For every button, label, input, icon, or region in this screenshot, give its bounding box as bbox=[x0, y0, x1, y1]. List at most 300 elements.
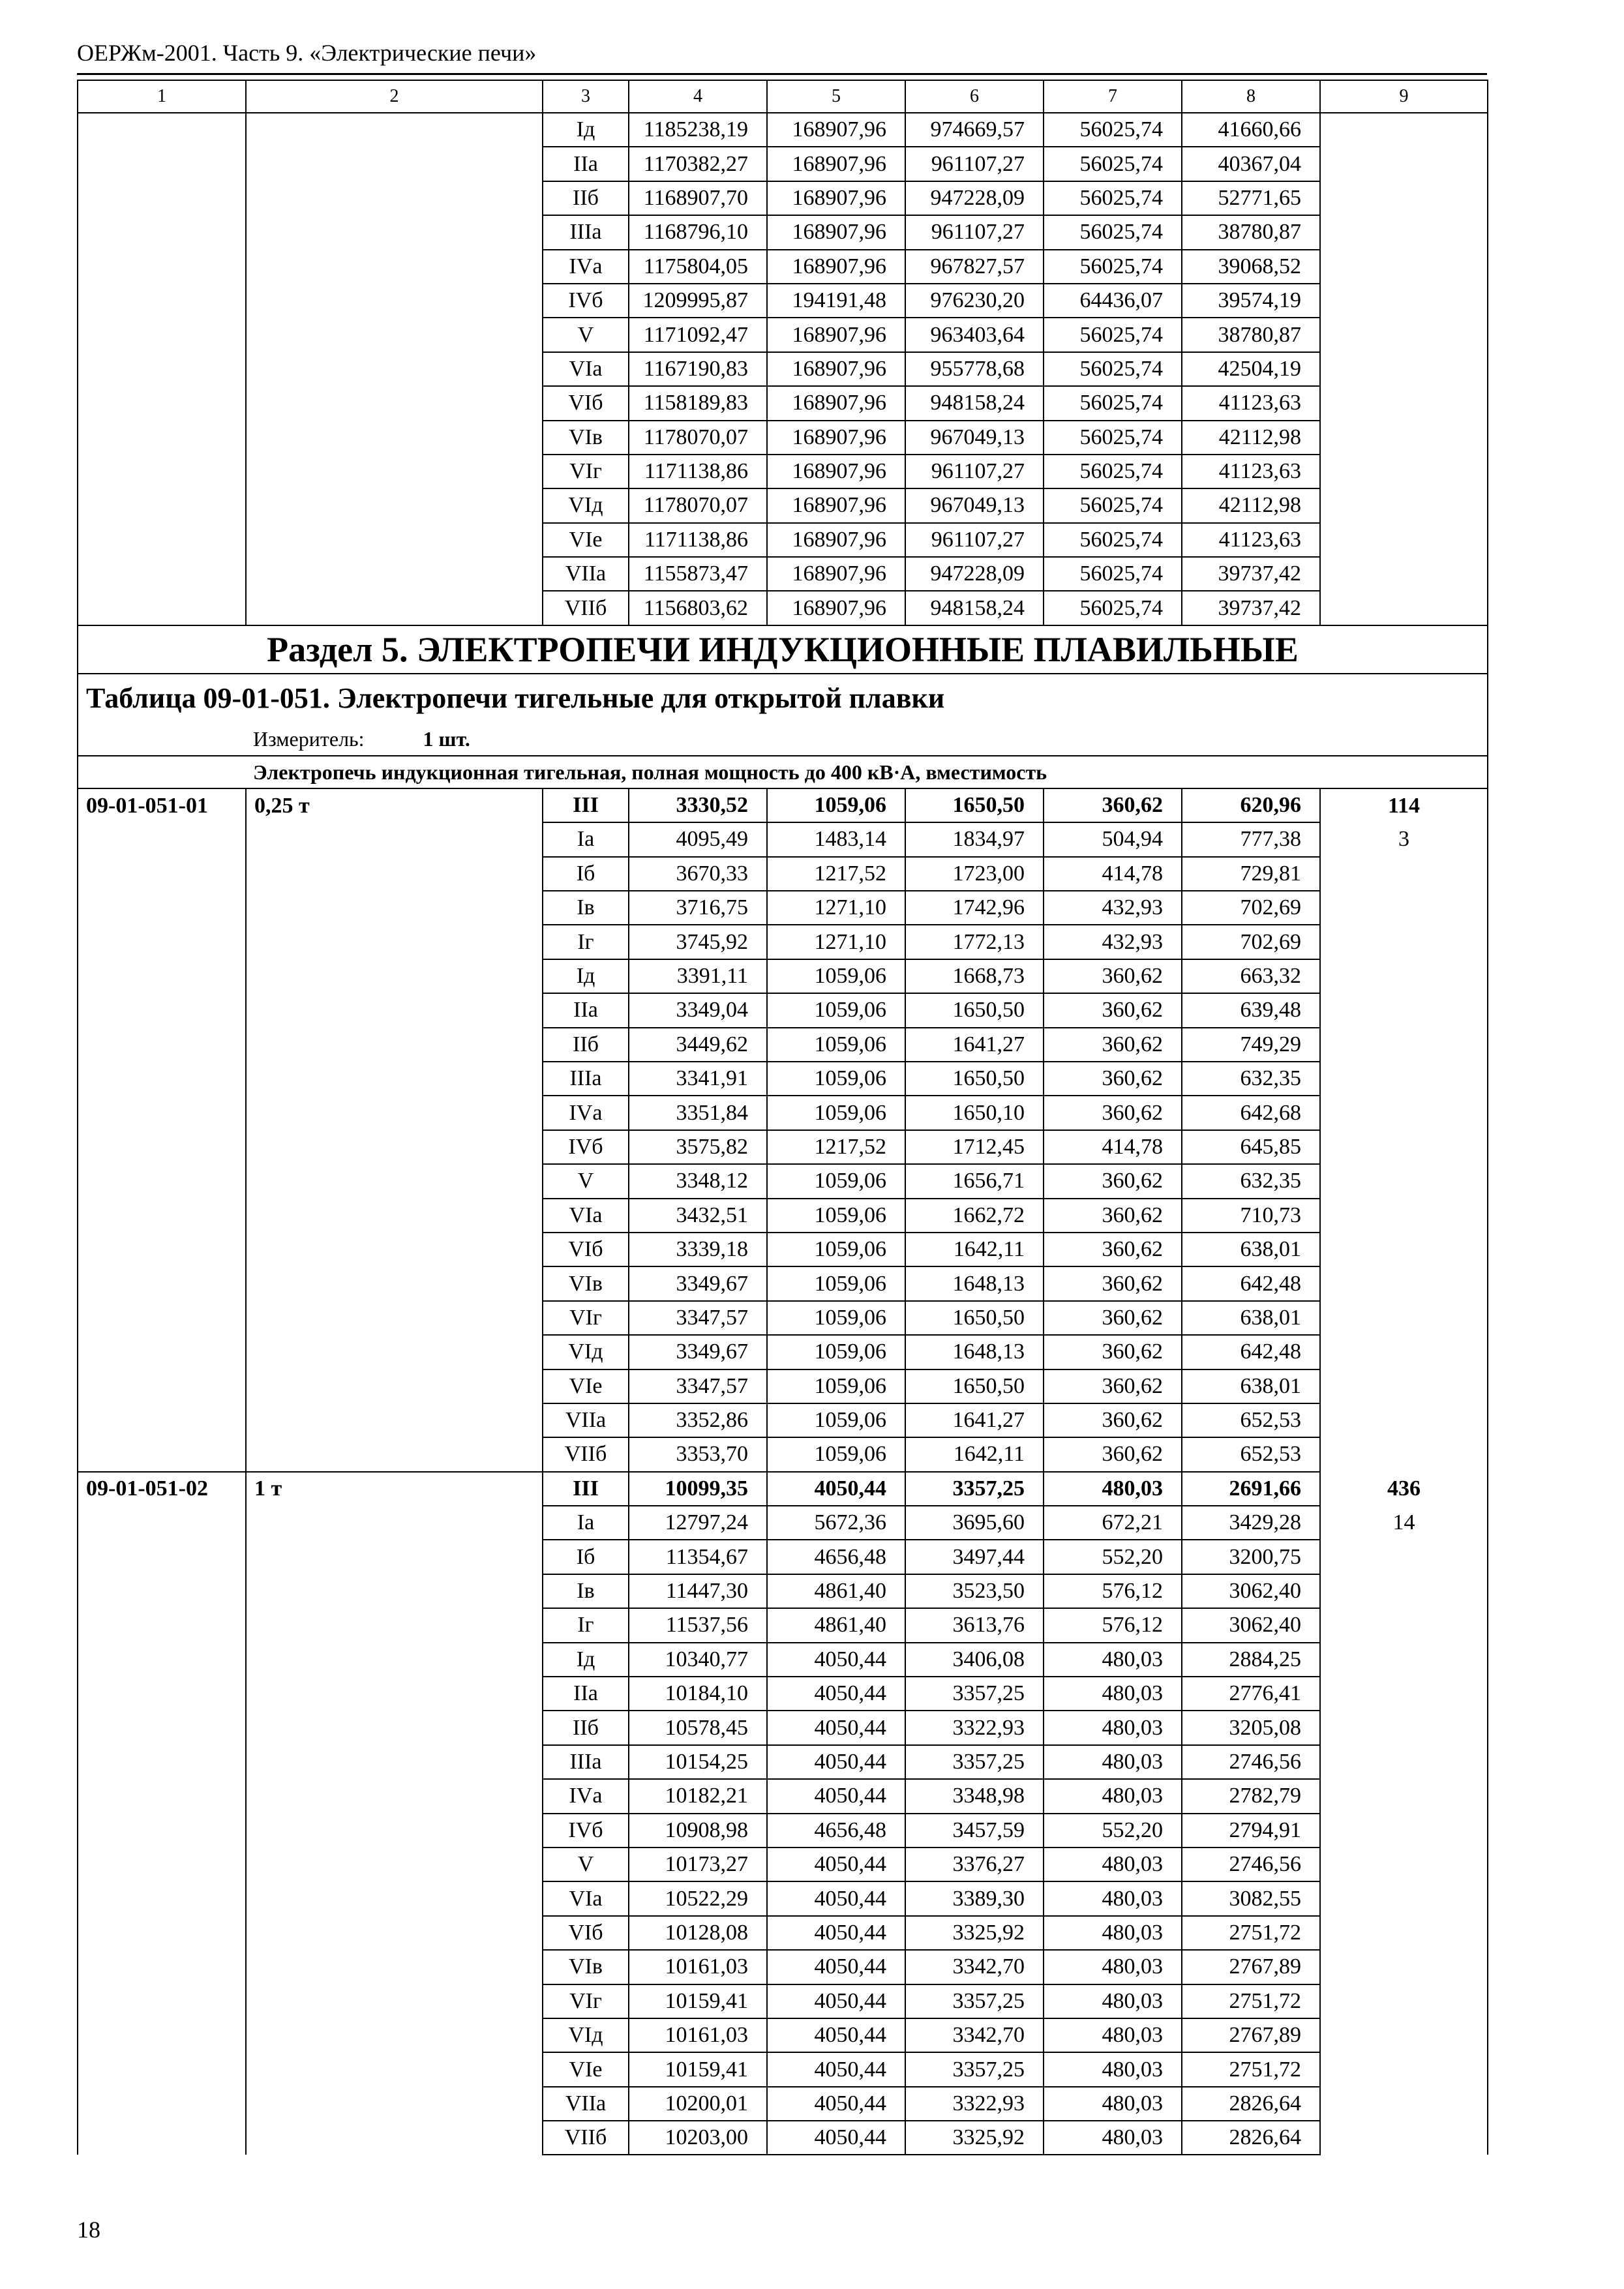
value-cell: 360,62 bbox=[1044, 1233, 1182, 1266]
table-row bbox=[78, 113, 1488, 147]
table-row bbox=[78, 1814, 1488, 1848]
value-cell: 480,03 bbox=[1044, 1745, 1182, 1779]
value-cell: 1271,10 bbox=[767, 891, 905, 925]
value-cell: 632,35 bbox=[1182, 1062, 1320, 1096]
name-cell bbox=[246, 1506, 543, 1540]
value-cell: 168907,96 bbox=[767, 113, 905, 147]
value-cell: 42112,98 bbox=[1182, 421, 1320, 455]
col9-cell bbox=[1320, 352, 1488, 386]
value-cell: 3357,25 bbox=[905, 1472, 1044, 1506]
table-row bbox=[78, 1506, 1488, 1540]
code-cell bbox=[78, 1403, 246, 1437]
table-row bbox=[78, 1266, 1488, 1300]
value-cell: 168907,96 bbox=[767, 557, 905, 591]
table-title-row bbox=[78, 674, 1488, 723]
code-cell bbox=[78, 1540, 246, 1574]
value-cell: 710,73 bbox=[1182, 1199, 1320, 1233]
col9-cell bbox=[1320, 959, 1488, 993]
code-cell bbox=[78, 1096, 246, 1130]
table-row bbox=[78, 1233, 1488, 1266]
value-cell: 1217,52 bbox=[767, 857, 905, 891]
value-cell: 480,03 bbox=[1044, 1711, 1182, 1744]
value-cell: 961107,27 bbox=[905, 523, 1044, 557]
value-cell: 3342,70 bbox=[905, 1950, 1044, 1984]
value-cell: 729,81 bbox=[1182, 857, 1320, 891]
value-cell: 56025,74 bbox=[1044, 488, 1182, 522]
value-cell: 3389,30 bbox=[905, 1881, 1044, 1915]
col9-cell bbox=[1320, 1643, 1488, 1677]
code-cell bbox=[78, 1677, 246, 1711]
value-cell: 360,62 bbox=[1044, 959, 1182, 993]
value-cell: 41123,63 bbox=[1182, 455, 1320, 488]
value-cell: 3391,11 bbox=[629, 959, 767, 993]
value-cell: 4050,44 bbox=[767, 1984, 905, 2018]
value-cell: 2746,56 bbox=[1182, 1745, 1320, 1779]
col9-cell bbox=[1320, 2087, 1488, 2121]
zone-cell: VIIа bbox=[543, 557, 629, 591]
table-row bbox=[78, 993, 1488, 1027]
table-row bbox=[78, 1711, 1488, 1744]
value-cell: 4656,48 bbox=[767, 1540, 905, 1574]
name-cell bbox=[246, 1779, 543, 1813]
name-cell bbox=[246, 113, 543, 147]
value-cell: 749,29 bbox=[1182, 1028, 1320, 1062]
value-cell: 1648,13 bbox=[905, 1335, 1044, 1369]
value-cell: 41123,63 bbox=[1182, 523, 1320, 557]
value-cell: 168907,96 bbox=[767, 591, 905, 625]
value-cell: 3349,04 bbox=[629, 993, 767, 1027]
value-cell: 1712,45 bbox=[905, 1130, 1044, 1164]
zone-cell: IIа bbox=[543, 1677, 629, 1711]
table-row bbox=[78, 421, 1488, 455]
value-cell: 360,62 bbox=[1044, 1028, 1182, 1062]
zone-cell: VIг bbox=[543, 1984, 629, 2018]
value-cell: 1059,06 bbox=[767, 1437, 905, 1471]
value-cell: 39737,42 bbox=[1182, 591, 1320, 625]
value-cell: 1158189,83 bbox=[629, 386, 767, 420]
value-cell: 360,62 bbox=[1044, 788, 1182, 822]
value-cell: 1059,06 bbox=[767, 959, 905, 993]
code-cell bbox=[78, 318, 246, 352]
value-cell: 480,03 bbox=[1044, 1677, 1182, 1711]
value-cell: 3357,25 bbox=[905, 2052, 1044, 2086]
value-cell: 974669,57 bbox=[905, 113, 1044, 147]
value-cell: 480,03 bbox=[1044, 1643, 1182, 1677]
value-cell: 1156803,62 bbox=[629, 591, 767, 625]
code-cell bbox=[78, 557, 246, 591]
zone-cell: VIг bbox=[543, 455, 629, 488]
value-cell: 2746,56 bbox=[1182, 1848, 1320, 1881]
value-cell: 1059,06 bbox=[767, 1266, 905, 1300]
value-cell: 3716,75 bbox=[629, 891, 767, 925]
value-cell: 1059,06 bbox=[767, 1096, 905, 1130]
value-cell: 1650,50 bbox=[905, 1062, 1044, 1096]
col9-cell bbox=[1320, 1164, 1488, 1198]
value-cell: 1650,50 bbox=[905, 1369, 1044, 1403]
value-cell: 3357,25 bbox=[905, 1677, 1044, 1711]
table-row bbox=[78, 891, 1488, 925]
value-cell: 56025,74 bbox=[1044, 352, 1182, 386]
value-cell: 168907,96 bbox=[767, 523, 905, 557]
value-cell: 4050,44 bbox=[767, 1472, 905, 1506]
name-cell bbox=[246, 591, 543, 625]
code-cell bbox=[78, 1745, 246, 1779]
value-cell: 4050,44 bbox=[767, 1677, 905, 1711]
value-cell: 3341,91 bbox=[629, 1062, 767, 1096]
code-cell bbox=[78, 113, 246, 147]
table-row bbox=[78, 352, 1488, 386]
col9-cell bbox=[1320, 591, 1488, 625]
value-cell: 2826,64 bbox=[1182, 2087, 1320, 2121]
section-title-row bbox=[78, 625, 1488, 674]
name-cell bbox=[246, 822, 543, 856]
value-cell: 642,48 bbox=[1182, 1335, 1320, 1369]
col9-cell bbox=[1320, 557, 1488, 591]
value-cell: 168907,96 bbox=[767, 455, 905, 488]
name-cell bbox=[246, 2018, 543, 2052]
value-cell: 3457,59 bbox=[905, 1814, 1044, 1848]
zone-cell: VIг bbox=[543, 1301, 629, 1335]
zone-cell: IIб bbox=[543, 1028, 629, 1062]
value-cell: 360,62 bbox=[1044, 1335, 1182, 1369]
column-number: 2 bbox=[246, 80, 543, 113]
value-cell: 4861,40 bbox=[767, 1574, 905, 1608]
value-cell: 56025,74 bbox=[1044, 523, 1182, 557]
value-cell: 947228,09 bbox=[905, 557, 1044, 591]
value-cell: 576,12 bbox=[1044, 1608, 1182, 1642]
value-cell: 168907,96 bbox=[767, 488, 905, 522]
table-row bbox=[78, 2018, 1488, 2052]
value-cell: 194191,48 bbox=[767, 284, 905, 318]
value-cell: 576,12 bbox=[1044, 1574, 1182, 1608]
column-number: 4 bbox=[629, 80, 767, 113]
value-cell: 480,03 bbox=[1044, 2087, 1182, 2121]
value-cell: 1059,06 bbox=[767, 1028, 905, 1062]
zone-cell: IIб bbox=[543, 1711, 629, 1744]
value-cell: 56025,74 bbox=[1044, 147, 1182, 181]
code-cell bbox=[78, 1711, 246, 1744]
zone-cell: VIа bbox=[543, 352, 629, 386]
value-cell: 480,03 bbox=[1044, 1916, 1182, 1950]
col9-cell bbox=[1320, 488, 1488, 522]
code-cell bbox=[78, 1950, 246, 1984]
name-cell bbox=[246, 557, 543, 591]
value-cell: 2767,89 bbox=[1182, 2018, 1320, 2052]
name-cell bbox=[246, 1848, 543, 1881]
name-cell bbox=[246, 993, 543, 1027]
table-row bbox=[78, 386, 1488, 420]
zone-cell: IVб bbox=[543, 284, 629, 318]
col9-cell bbox=[1320, 1266, 1488, 1300]
value-cell: 1178070,07 bbox=[629, 421, 767, 455]
col9-cell: 3 bbox=[1320, 822, 1488, 856]
unit-label: Измеритель: bbox=[253, 727, 365, 751]
table-row bbox=[78, 1608, 1488, 1642]
table-row bbox=[78, 1130, 1488, 1164]
code-cell bbox=[78, 1164, 246, 1198]
table-row bbox=[78, 1199, 1488, 1233]
value-cell: 11447,30 bbox=[629, 1574, 767, 1608]
col9-cell bbox=[1320, 1984, 1488, 2018]
code-cell bbox=[78, 1062, 246, 1096]
zone-cell: Iд bbox=[543, 113, 629, 147]
code-cell bbox=[78, 250, 246, 284]
table-row bbox=[78, 1403, 1488, 1437]
name-cell bbox=[246, 421, 543, 455]
value-cell: 961107,27 bbox=[905, 215, 1044, 249]
col9-cell bbox=[1320, 1814, 1488, 1848]
zone-cell: VIв bbox=[543, 421, 629, 455]
zone-cell: VIд bbox=[543, 1335, 629, 1369]
value-cell: 432,93 bbox=[1044, 891, 1182, 925]
code-cell bbox=[78, 925, 246, 959]
zone-cell: VIб bbox=[543, 1233, 629, 1266]
value-cell: 56025,74 bbox=[1044, 455, 1182, 488]
zone-cell: IVа bbox=[543, 1779, 629, 1813]
code-cell bbox=[78, 1814, 246, 1848]
value-cell: 3352,86 bbox=[629, 1403, 767, 1437]
value-cell: 38780,87 bbox=[1182, 215, 1320, 249]
value-cell: 4050,44 bbox=[767, 1916, 905, 1950]
description-text: Электропечь индукционная тигельная, полная мощность до 400 кВ·А, вместимость bbox=[253, 760, 1047, 784]
name-cell bbox=[246, 1028, 543, 1062]
name-cell bbox=[246, 1335, 543, 1369]
value-cell: 632,35 bbox=[1182, 1164, 1320, 1198]
section-title-text: Раздел 5. ЭЛЕКТРОПЕЧИ ИНДУКЦИОННЫЕ ПЛАВИЛЬНЫЕ bbox=[267, 629, 1299, 669]
value-cell: 3330,52 bbox=[629, 788, 767, 822]
code-cell bbox=[78, 1335, 246, 1369]
value-cell: 552,20 bbox=[1044, 1540, 1182, 1574]
name-cell bbox=[246, 1745, 543, 1779]
name-cell bbox=[246, 1643, 543, 1677]
value-cell: 360,62 bbox=[1044, 1096, 1182, 1130]
name-cell bbox=[246, 2087, 543, 2121]
col9-cell bbox=[1320, 455, 1488, 488]
zone-cell: Iв bbox=[543, 891, 629, 925]
value-cell: 10159,41 bbox=[629, 2052, 767, 2086]
value-cell: 2751,72 bbox=[1182, 1916, 1320, 1950]
value-cell: 4050,44 bbox=[767, 2121, 905, 2155]
value-cell: 3376,27 bbox=[905, 1848, 1044, 1881]
table-row bbox=[78, 250, 1488, 284]
value-cell: 360,62 bbox=[1044, 1164, 1182, 1198]
value-cell: 42504,19 bbox=[1182, 352, 1320, 386]
name-cell bbox=[246, 891, 543, 925]
column-number: 8 bbox=[1182, 80, 1320, 113]
value-cell: 360,62 bbox=[1044, 993, 1182, 1027]
value-cell: 3357,25 bbox=[905, 1984, 1044, 2018]
code-cell bbox=[78, 1437, 246, 1471]
value-cell: 56025,74 bbox=[1044, 421, 1182, 455]
value-cell: 948158,24 bbox=[905, 591, 1044, 625]
table-row bbox=[78, 1062, 1488, 1096]
name-cell bbox=[246, 1540, 543, 1574]
column-numbers-row bbox=[78, 80, 1488, 113]
unit-value: 1 шт. bbox=[423, 727, 470, 751]
col9-cell bbox=[1320, 1199, 1488, 1233]
unit-line-row bbox=[78, 723, 1488, 756]
value-cell: 2767,89 bbox=[1182, 1950, 1320, 1984]
value-cell: 1650,50 bbox=[905, 788, 1044, 822]
col9-cell bbox=[1320, 1540, 1488, 1574]
value-cell: 3353,70 bbox=[629, 1437, 767, 1471]
zone-cell: Iг bbox=[543, 1608, 629, 1642]
value-cell: 40367,04 bbox=[1182, 147, 1320, 181]
value-cell: 10173,27 bbox=[629, 1848, 767, 1881]
name-cell bbox=[246, 1950, 543, 1984]
name-cell bbox=[246, 1096, 543, 1130]
value-cell: 1059,06 bbox=[767, 1301, 905, 1335]
value-cell: 56025,74 bbox=[1044, 215, 1182, 249]
table-row bbox=[78, 488, 1488, 522]
value-cell: 360,62 bbox=[1044, 1062, 1182, 1096]
value-cell: 1175804,05 bbox=[629, 250, 767, 284]
value-cell: 1185238,19 bbox=[629, 113, 767, 147]
code-cell bbox=[78, 1608, 246, 1642]
table-row bbox=[78, 1437, 1488, 1471]
col9-cell bbox=[1320, 523, 1488, 557]
value-cell: 639,48 bbox=[1182, 993, 1320, 1027]
value-cell: 2826,64 bbox=[1182, 2121, 1320, 2155]
zone-cell: Iд bbox=[543, 959, 629, 993]
column-number: 9 bbox=[1320, 80, 1488, 113]
value-cell: 480,03 bbox=[1044, 1779, 1182, 1813]
table-row bbox=[78, 1745, 1488, 1779]
name-cell bbox=[246, 455, 543, 488]
code-cell bbox=[78, 1574, 246, 1608]
value-cell: 10159,41 bbox=[629, 1984, 767, 2018]
name-cell bbox=[246, 2052, 543, 2086]
code-cell bbox=[78, 959, 246, 993]
code-cell bbox=[78, 2087, 246, 2121]
value-cell: 702,69 bbox=[1182, 925, 1320, 959]
zone-cell: VIа bbox=[543, 1881, 629, 1915]
code-cell bbox=[78, 488, 246, 522]
name-cell bbox=[246, 181, 543, 215]
value-cell: 3406,08 bbox=[905, 1643, 1044, 1677]
zone-cell: IVб bbox=[543, 1814, 629, 1848]
value-cell: 3325,92 bbox=[905, 1916, 1044, 1950]
value-cell: 10161,03 bbox=[629, 1950, 767, 1984]
value-cell: 480,03 bbox=[1044, 2052, 1182, 2086]
value-cell: 10128,08 bbox=[629, 1916, 767, 1950]
value-cell: 652,53 bbox=[1182, 1437, 1320, 1471]
value-cell: 56025,74 bbox=[1044, 181, 1182, 215]
name-cell bbox=[246, 352, 543, 386]
value-cell: 702,69 bbox=[1182, 891, 1320, 925]
col9-cell bbox=[1320, 215, 1488, 249]
value-cell: 638,01 bbox=[1182, 1369, 1320, 1403]
description bbox=[78, 756, 1488, 788]
value-cell: 1171138,86 bbox=[629, 455, 767, 488]
zone-cell: VIIб bbox=[543, 2121, 629, 2155]
value-cell: 360,62 bbox=[1044, 1403, 1182, 1437]
table-row bbox=[78, 1574, 1488, 1608]
zone-cell: VIе bbox=[543, 1369, 629, 1403]
col9-cell bbox=[1320, 1437, 1488, 1471]
column-number: 7 bbox=[1044, 80, 1182, 113]
code-cell bbox=[78, 284, 246, 318]
value-cell: 1723,00 bbox=[905, 857, 1044, 891]
value-cell: 480,03 bbox=[1044, 2121, 1182, 2155]
name-cell bbox=[246, 1199, 543, 1233]
value-cell: 10154,25 bbox=[629, 1745, 767, 1779]
value-cell: 3200,75 bbox=[1182, 1540, 1320, 1574]
value-cell: 3347,57 bbox=[629, 1369, 767, 1403]
value-cell: 64436,07 bbox=[1044, 284, 1182, 318]
value-cell: 652,53 bbox=[1182, 1403, 1320, 1437]
table-title bbox=[78, 674, 1488, 723]
value-cell: 3348,98 bbox=[905, 1779, 1044, 1813]
name-cell bbox=[246, 250, 543, 284]
value-cell: 1642,11 bbox=[905, 1437, 1044, 1471]
col9-cell: 114 bbox=[1320, 788, 1488, 822]
table-row bbox=[78, 1369, 1488, 1403]
code-cell bbox=[78, 1199, 246, 1233]
zone-cell: VIе bbox=[543, 2052, 629, 2086]
name-cell bbox=[246, 523, 543, 557]
col9-cell bbox=[1320, 421, 1488, 455]
code-cell bbox=[78, 421, 246, 455]
name-cell bbox=[246, 1164, 543, 1198]
zone-cell: VIIа bbox=[543, 2087, 629, 2121]
value-cell: 4656,48 bbox=[767, 1814, 905, 1848]
value-cell: 360,62 bbox=[1044, 1369, 1182, 1403]
value-cell: 2751,72 bbox=[1182, 2052, 1320, 2086]
code-cell bbox=[78, 1643, 246, 1677]
value-cell: 11354,67 bbox=[629, 1540, 767, 1574]
value-cell: 2782,79 bbox=[1182, 1779, 1320, 1813]
value-cell: 52771,65 bbox=[1182, 181, 1320, 215]
name-cell: 0,25 т bbox=[246, 788, 543, 822]
value-cell: 3342,70 bbox=[905, 2018, 1044, 2052]
value-cell: 663,32 bbox=[1182, 959, 1320, 993]
value-cell: 10182,21 bbox=[629, 1779, 767, 1813]
col9-cell bbox=[1320, 1574, 1488, 1608]
header-rule bbox=[77, 73, 1487, 75]
value-cell: 3062,40 bbox=[1182, 1574, 1320, 1608]
table-row bbox=[78, 1643, 1488, 1677]
value-cell: 638,01 bbox=[1182, 1301, 1320, 1335]
name-cell bbox=[246, 1984, 543, 2018]
name-cell bbox=[246, 1301, 543, 1335]
table-row bbox=[78, 1335, 1488, 1369]
code-cell bbox=[78, 857, 246, 891]
value-cell: 3348,12 bbox=[629, 1164, 767, 1198]
name-cell bbox=[246, 1608, 543, 1642]
value-cell: 1217,52 bbox=[767, 1130, 905, 1164]
value-cell: 360,62 bbox=[1044, 1437, 1182, 1471]
value-cell: 976230,20 bbox=[905, 284, 1044, 318]
name-cell bbox=[246, 1233, 543, 1266]
value-cell: 360,62 bbox=[1044, 1301, 1182, 1335]
code-cell bbox=[78, 891, 246, 925]
value-cell: 1059,06 bbox=[767, 1233, 905, 1266]
name-cell bbox=[246, 925, 543, 959]
name-cell bbox=[246, 1814, 543, 1848]
code-cell bbox=[78, 1779, 246, 1813]
code-cell: 09-01-051-02 bbox=[78, 1472, 246, 1506]
col9-cell bbox=[1320, 1130, 1488, 1164]
col9-cell bbox=[1320, 925, 1488, 959]
value-cell: 38780,87 bbox=[1182, 318, 1320, 352]
value-cell: 1059,06 bbox=[767, 1335, 905, 1369]
value-cell: 56025,74 bbox=[1044, 386, 1182, 420]
value-cell: 672,21 bbox=[1044, 1506, 1182, 1540]
name-cell bbox=[246, 488, 543, 522]
table-row bbox=[78, 1916, 1488, 1950]
zone-cell: VIIб bbox=[543, 591, 629, 625]
